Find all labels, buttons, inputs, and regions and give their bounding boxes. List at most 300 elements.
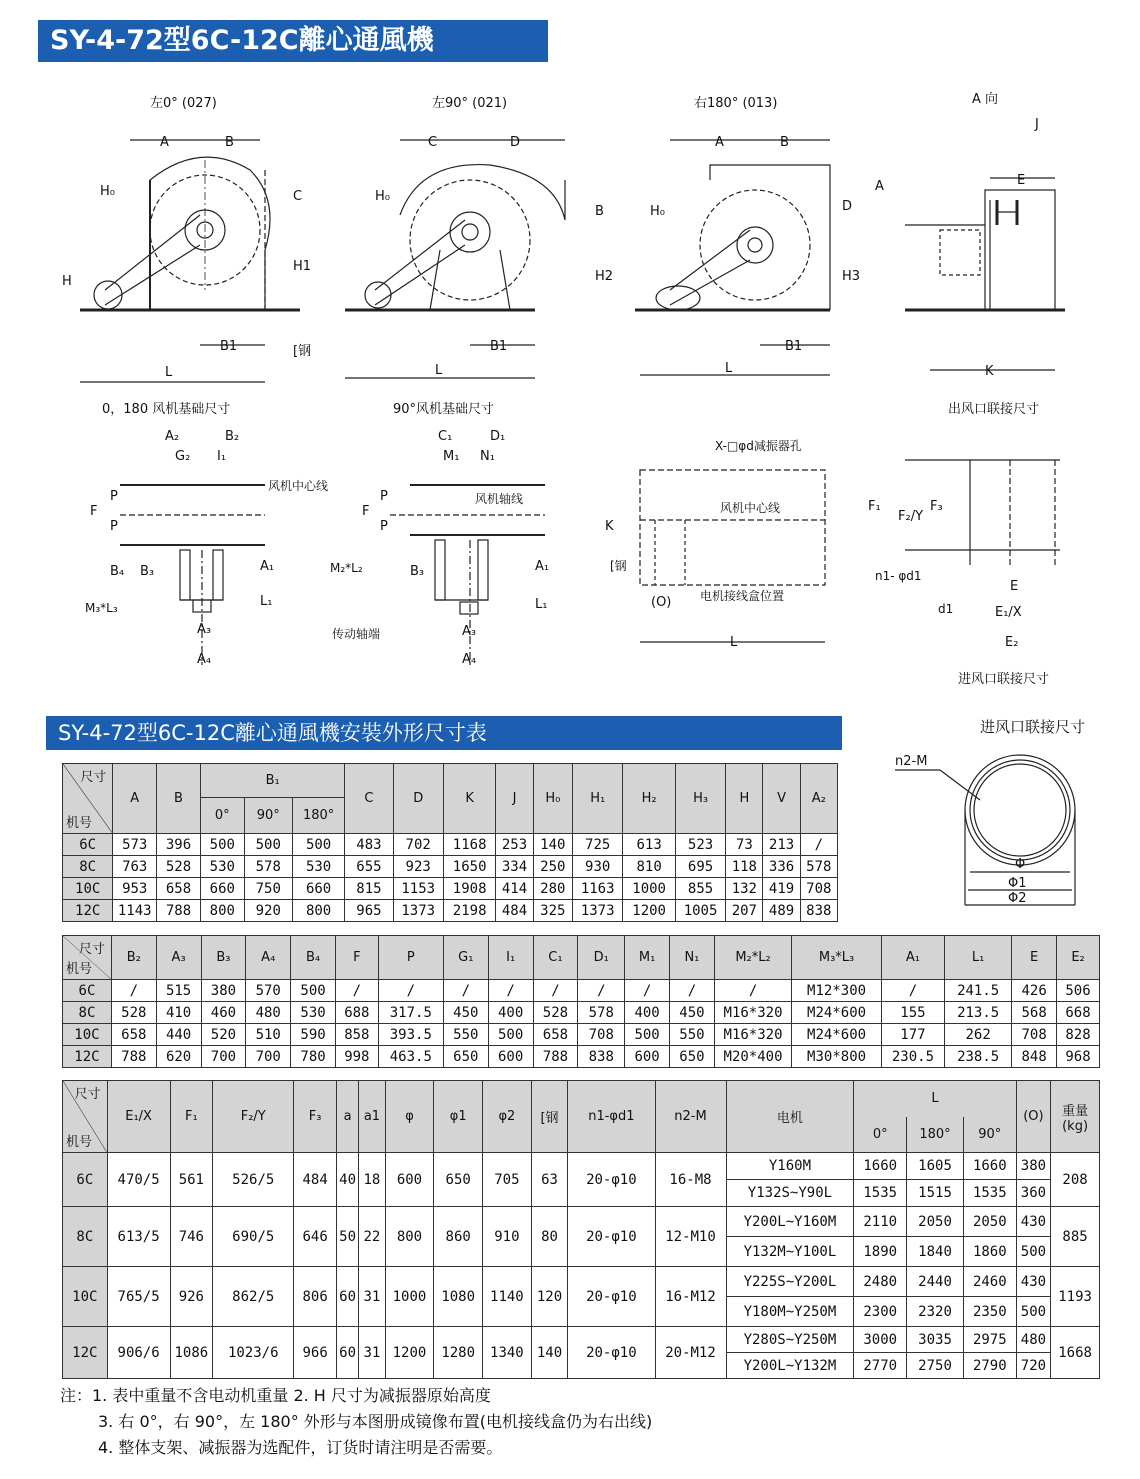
machine-number-cell: 12C bbox=[63, 1327, 108, 1379]
table-cell: 280 bbox=[533, 878, 572, 900]
table2-header: G₁ bbox=[443, 936, 488, 980]
svg-text:B₃: B₃ bbox=[410, 564, 425, 579]
table1-header: H₃ bbox=[675, 764, 725, 834]
table-cell: 140 bbox=[531, 1327, 568, 1379]
table-cell: 1086 bbox=[170, 1327, 213, 1379]
table-cell: 800 bbox=[292, 900, 345, 922]
table2-header: E₂ bbox=[1057, 936, 1100, 980]
table1-header: H₁ bbox=[573, 764, 623, 834]
table-cell: 18 bbox=[359, 1153, 385, 1207]
svg-text:K: K bbox=[605, 519, 614, 534]
svg-text:N₁: N₁ bbox=[480, 449, 495, 464]
table1-header: H₀ bbox=[533, 764, 572, 834]
table-cell: 2300 bbox=[854, 1297, 907, 1327]
table-cell: 838 bbox=[800, 900, 837, 922]
table-cell: / bbox=[578, 980, 625, 1002]
table-cell: 63 bbox=[531, 1153, 568, 1207]
svg-text:X-□φd减振器孔: X-□φd减振器孔 bbox=[715, 439, 802, 453]
table-cell: 530 bbox=[291, 1002, 336, 1024]
table-cell: 725 bbox=[573, 834, 623, 856]
svg-text:P: P bbox=[380, 489, 388, 504]
notes bbox=[60, 1383, 652, 1461]
table-row bbox=[63, 1267, 1100, 1297]
table-cell: 700 bbox=[201, 1046, 246, 1068]
fan-diagram-left90 bbox=[340, 120, 614, 390]
svg-text:H₀: H₀ bbox=[650, 204, 665, 219]
table-cell: 860 bbox=[434, 1207, 483, 1267]
table-cell: 419 bbox=[763, 878, 800, 900]
svg-text:d1: d1 bbox=[938, 602, 954, 616]
table-cell: 920 bbox=[244, 900, 292, 922]
table-cell: 953 bbox=[113, 878, 157, 900]
table-cell: 815 bbox=[345, 878, 393, 900]
svg-text:n1- φd1: n1- φd1 bbox=[875, 569, 922, 583]
caption-inlet-1: 进风口联接尺寸 bbox=[958, 672, 1050, 687]
table3-header: a bbox=[336, 1081, 358, 1153]
svg-text:电机接线盒位置: 电机接线盒位置 bbox=[700, 589, 785, 603]
table-cell: M16*320 bbox=[714, 1024, 791, 1046]
machine-number-cell: 12C bbox=[63, 900, 113, 922]
dimension-table-3 bbox=[62, 1080, 1100, 1379]
table-row bbox=[63, 1153, 1100, 1180]
table-cell: 500 bbox=[292, 834, 345, 856]
table-cell: 695 bbox=[675, 856, 725, 878]
table-cell: 650 bbox=[434, 1153, 483, 1207]
table2-header: C₁ bbox=[533, 936, 578, 980]
table-cell: 910 bbox=[483, 1207, 532, 1267]
table-cell: 40 bbox=[336, 1153, 358, 1207]
table-cell: 450 bbox=[670, 1002, 715, 1024]
table2-header: F bbox=[335, 936, 378, 980]
table1-header: H bbox=[726, 764, 763, 834]
table-cell: 3035 bbox=[907, 1327, 964, 1353]
svg-text:F: F bbox=[362, 504, 370, 519]
svg-text:L: L bbox=[435, 363, 443, 378]
table3-corner-top: 尺寸 bbox=[74, 1087, 101, 1102]
svg-text:D: D bbox=[842, 199, 853, 214]
svg-text:I₁: I₁ bbox=[217, 449, 227, 464]
table-cell: 483 bbox=[345, 834, 393, 856]
table2-header: A₁ bbox=[881, 936, 944, 980]
table1-header: A bbox=[113, 764, 157, 834]
table-cell: 520 bbox=[201, 1024, 246, 1046]
table-cell: 646 bbox=[294, 1207, 337, 1267]
table-row bbox=[63, 1207, 1100, 1237]
table-cell: 828 bbox=[1057, 1024, 1100, 1046]
motor-model-cell: Y200L~Y160M bbox=[726, 1207, 854, 1237]
caption-left90: 左90° (021) bbox=[432, 96, 508, 111]
table-cell: 253 bbox=[496, 834, 533, 856]
table3-header: a1 bbox=[359, 1081, 385, 1153]
table-cell: 213.5 bbox=[945, 1002, 1012, 1024]
table-cell: 858 bbox=[335, 1024, 378, 1046]
table-cell: 810 bbox=[623, 856, 676, 878]
table-cell: 526/5 bbox=[213, 1153, 294, 1207]
table3-header: [钢 bbox=[531, 1081, 568, 1153]
foundation-diagram-0-180 bbox=[80, 420, 350, 670]
table-cell: 450 bbox=[443, 1002, 488, 1024]
table2-header: D₁ bbox=[578, 936, 625, 980]
table-cell: 506 bbox=[1057, 980, 1100, 1002]
table-cell: / bbox=[714, 980, 791, 1002]
table-cell: 213 bbox=[763, 834, 800, 856]
table-cell: M24*600 bbox=[792, 1024, 882, 1046]
table-cell: 16-M12 bbox=[655, 1267, 726, 1327]
table-cell: 590 bbox=[291, 1024, 336, 1046]
table-cell: 800 bbox=[385, 1207, 434, 1267]
table-cell: 1535 bbox=[854, 1180, 907, 1207]
table-cell: 1023/6 bbox=[213, 1327, 294, 1379]
table-cell: 250 bbox=[533, 856, 572, 878]
table2-header: B₄ bbox=[291, 936, 336, 980]
table-cell: 1000 bbox=[623, 878, 676, 900]
table-cell: 463.5 bbox=[378, 1046, 443, 1068]
table-cell: 20-M12 bbox=[655, 1327, 726, 1379]
svg-text:A₃: A₃ bbox=[462, 624, 477, 639]
table-cell: / bbox=[881, 980, 944, 1002]
machine-number-cell: 6C bbox=[63, 834, 113, 856]
svg-text:G₂: G₂ bbox=[175, 449, 191, 464]
table-cell: 1890 bbox=[854, 1237, 907, 1267]
svg-text:H2: H2 bbox=[595, 269, 614, 284]
table-cell: 746 bbox=[170, 1207, 213, 1267]
table2-header: I₁ bbox=[488, 936, 533, 980]
svg-text:B₃: B₃ bbox=[140, 564, 155, 579]
table-cell: 655 bbox=[345, 856, 393, 878]
table3-subheader: 90° bbox=[963, 1117, 1016, 1153]
table-cell: 238.5 bbox=[945, 1046, 1012, 1068]
table3-header: F₁ bbox=[170, 1081, 213, 1153]
table-cell: 806 bbox=[294, 1267, 337, 1327]
machine-number-cell: 12C bbox=[63, 1046, 112, 1068]
table-cell: 702 bbox=[393, 834, 443, 856]
table-cell: M24*600 bbox=[792, 1002, 882, 1024]
svg-text:L₁: L₁ bbox=[535, 597, 548, 612]
weight-cell: 1668 bbox=[1051, 1327, 1100, 1379]
table-cell: 1860 bbox=[963, 1237, 1016, 1267]
table-cell: 2050 bbox=[907, 1207, 964, 1237]
table-cell: 1200 bbox=[385, 1327, 434, 1379]
table-cell: 1280 bbox=[434, 1327, 483, 1379]
table-cell: 484 bbox=[294, 1153, 337, 1207]
svg-text:M₃*L₃: M₃*L₃ bbox=[85, 601, 118, 615]
table-cell: 550 bbox=[670, 1024, 715, 1046]
svg-text:A₁: A₁ bbox=[535, 559, 550, 574]
svg-text:B₄: B₄ bbox=[110, 564, 125, 579]
table-cell: 1660 bbox=[854, 1153, 907, 1180]
table-cell: 118 bbox=[726, 856, 763, 878]
table-cell: 658 bbox=[157, 878, 201, 900]
motor-model-cell: Y160M bbox=[726, 1153, 854, 1180]
table-cell: 480 bbox=[246, 1002, 291, 1024]
table-cell: 480 bbox=[1016, 1327, 1050, 1353]
table2-corner-bottom: 机号 bbox=[66, 962, 93, 977]
svg-text:H3: H3 bbox=[842, 269, 861, 284]
machine-number-cell: 10C bbox=[63, 878, 113, 900]
svg-text:C: C bbox=[428, 135, 438, 150]
table-cell: 1908 bbox=[443, 878, 496, 900]
table-cell: 317.5 bbox=[378, 1002, 443, 1024]
svg-text:C₁: C₁ bbox=[438, 429, 453, 444]
table2-corner-top: 尺寸 bbox=[78, 942, 105, 957]
table-cell: 2320 bbox=[907, 1297, 964, 1327]
table-cell: 426 bbox=[1012, 980, 1057, 1002]
table-cell: 926 bbox=[170, 1267, 213, 1327]
table-cell: 380 bbox=[201, 980, 246, 1002]
table2-header: A₄ bbox=[246, 936, 291, 980]
table-cell: 650 bbox=[443, 1046, 488, 1068]
table-cell: / bbox=[335, 980, 378, 1002]
table-cell: 1515 bbox=[907, 1180, 964, 1207]
table-row bbox=[63, 856, 838, 878]
svg-text:P: P bbox=[110, 489, 118, 504]
svg-text:D₁: D₁ bbox=[490, 429, 506, 444]
foundation-diagram-90 bbox=[330, 420, 570, 670]
table-cell: 60 bbox=[336, 1327, 358, 1379]
table-cell: 1840 bbox=[907, 1237, 964, 1267]
table-cell: 1000 bbox=[385, 1267, 434, 1327]
caption-a-view: A 向 bbox=[972, 92, 999, 107]
table-cell: 2198 bbox=[443, 900, 496, 922]
table2-corner bbox=[63, 936, 112, 980]
table-cell: 430 bbox=[1016, 1267, 1050, 1297]
svg-text:Φ1: Φ1 bbox=[1008, 876, 1027, 891]
table-cell: 578 bbox=[578, 1002, 625, 1024]
svg-text:B1: B1 bbox=[785, 339, 803, 354]
table3-corner bbox=[63, 1081, 108, 1153]
table-cell: 500 bbox=[200, 834, 244, 856]
svg-text:(O): (O) bbox=[651, 595, 672, 610]
table-cell: 788 bbox=[111, 1046, 156, 1068]
table-row bbox=[63, 980, 1100, 1002]
svg-text:风机中心线: 风机中心线 bbox=[268, 479, 329, 493]
page-title: SY-4-72型6C-12C離心通風機 bbox=[38, 20, 548, 62]
table-cell: 705 bbox=[483, 1153, 532, 1207]
table3-header: F₃ bbox=[294, 1081, 337, 1153]
table-cell: 1373 bbox=[573, 900, 623, 922]
machine-number-cell: 8C bbox=[63, 1207, 108, 1267]
table-cell: 763 bbox=[113, 856, 157, 878]
table-cell: 765/5 bbox=[107, 1267, 170, 1327]
inlet-flange-diagram bbox=[890, 740, 1090, 920]
table-cell: 708 bbox=[1012, 1024, 1057, 1046]
table-cell: 550 bbox=[443, 1024, 488, 1046]
table-cell: / bbox=[533, 980, 578, 1002]
table-cell: M20*400 bbox=[714, 1046, 791, 1068]
table-cell: 660 bbox=[200, 878, 244, 900]
caption-inlet-2: 进风口联接尺寸 bbox=[980, 718, 1086, 736]
svg-text:B: B bbox=[225, 135, 234, 150]
table1-header: K bbox=[443, 764, 496, 834]
table-cell: 2350 bbox=[963, 1297, 1016, 1327]
svg-text:H: H bbox=[62, 274, 72, 289]
table-cell: 561 bbox=[170, 1153, 213, 1207]
table2-header: B₃ bbox=[201, 936, 246, 980]
machine-number-cell: 10C bbox=[63, 1267, 108, 1327]
svg-text:E: E bbox=[1017, 173, 1026, 188]
motor-model-cell: Y200L~Y132M bbox=[726, 1353, 854, 1379]
table-cell: / bbox=[800, 834, 837, 856]
svg-text:H1: H1 bbox=[293, 259, 312, 274]
svg-text:Φ2: Φ2 bbox=[1008, 891, 1027, 906]
table-cell: 325 bbox=[533, 900, 572, 922]
table-cell: 31 bbox=[359, 1327, 385, 1379]
table-cell: 440 bbox=[156, 1024, 201, 1046]
table-cell: 708 bbox=[800, 878, 837, 900]
machine-number-cell: 8C bbox=[63, 856, 113, 878]
table-cell: 658 bbox=[533, 1024, 578, 1046]
svg-text:A₁: A₁ bbox=[260, 559, 275, 574]
caption-right180: 右180° (013) bbox=[694, 96, 778, 111]
dimension-table-2 bbox=[62, 935, 1100, 1068]
table-title: SY-4-72型6C-12C離心通風機安裝外形尺寸表 bbox=[46, 716, 842, 750]
svg-text:J: J bbox=[1035, 117, 1039, 132]
table-cell: M12*300 bbox=[792, 980, 882, 1002]
table3-header: 电机 bbox=[726, 1081, 854, 1153]
table-row bbox=[63, 878, 838, 900]
table-cell: 241.5 bbox=[945, 980, 1012, 1002]
table-cell: 848 bbox=[1012, 1046, 1057, 1068]
table3-subheader: 0° bbox=[854, 1117, 907, 1153]
table-cell: 1140 bbox=[483, 1267, 532, 1327]
table-cell: 336 bbox=[763, 856, 800, 878]
table-cell: 500 bbox=[1016, 1237, 1050, 1267]
table1-header: D bbox=[393, 764, 443, 834]
table-cell: 414 bbox=[496, 878, 533, 900]
svg-text:E: E bbox=[1010, 579, 1019, 594]
svg-text:F₁: F₁ bbox=[868, 499, 881, 514]
table-cell: 500 bbox=[244, 834, 292, 856]
weight-cell: 208 bbox=[1051, 1153, 1100, 1207]
table3-header: F₂/Y bbox=[213, 1081, 294, 1153]
table-cell: 500 bbox=[625, 1024, 670, 1046]
table-cell: 578 bbox=[244, 856, 292, 878]
table-cell: 1080 bbox=[434, 1267, 483, 1327]
table-cell: 613 bbox=[623, 834, 676, 856]
table3-corner-bottom: 机号 bbox=[66, 1135, 93, 1150]
table-cell: 2790 bbox=[963, 1353, 1016, 1379]
table-cell: 528 bbox=[533, 1002, 578, 1024]
table1-header: A₂ bbox=[800, 764, 837, 834]
table-cell: 800 bbox=[200, 900, 244, 922]
table-cell: / bbox=[443, 980, 488, 1002]
svg-text:n2-M: n2-M bbox=[895, 754, 928, 769]
note-line: 注：1. 表中重量不含电动机重量 2. H 尺寸为减振器原始高度 bbox=[60, 1386, 491, 1405]
table-cell: 489 bbox=[763, 900, 800, 922]
table-cell: 470/5 bbox=[107, 1153, 170, 1207]
table1-header-b1: B₁ bbox=[200, 764, 344, 798]
svg-text:A: A bbox=[715, 135, 724, 150]
svg-text:D: D bbox=[510, 135, 521, 150]
svg-text:L: L bbox=[730, 635, 738, 650]
table-row bbox=[63, 900, 838, 922]
svg-text:B: B bbox=[595, 204, 604, 219]
svg-text:A: A bbox=[160, 135, 169, 150]
table-cell: 570 bbox=[246, 980, 291, 1002]
fan-diagram-left0 bbox=[50, 120, 310, 390]
table3-header-o: (O) bbox=[1016, 1081, 1050, 1153]
table-row bbox=[63, 1327, 1100, 1353]
table-cell: 855 bbox=[675, 878, 725, 900]
caption-base-90: 90°风机基础尺寸 bbox=[393, 402, 495, 417]
table-cell: 20-φ10 bbox=[568, 1327, 655, 1379]
table-cell: 400 bbox=[625, 1002, 670, 1024]
table-cell: 20-φ10 bbox=[568, 1267, 655, 1327]
table1-header: V bbox=[763, 764, 800, 834]
svg-text:K: K bbox=[985, 364, 994, 379]
table-cell: 968 bbox=[1057, 1046, 1100, 1068]
table-cell: 2050 bbox=[963, 1207, 1016, 1237]
table-cell: 930 bbox=[573, 856, 623, 878]
table-cell: 1168 bbox=[443, 834, 496, 856]
svg-text:A₄: A₄ bbox=[197, 652, 212, 667]
svg-text:E₁/X: E₁/X bbox=[995, 605, 1022, 620]
svg-text:H₀: H₀ bbox=[100, 184, 115, 199]
table-cell: M30*800 bbox=[792, 1046, 882, 1068]
table1-corner-bottom: 机号 bbox=[66, 816, 93, 831]
table-cell: 393.5 bbox=[378, 1024, 443, 1046]
table-cell: 2975 bbox=[963, 1327, 1016, 1353]
svg-text:M₁: M₁ bbox=[443, 449, 460, 464]
svg-text:[钢: [钢 bbox=[610, 559, 627, 573]
table-row bbox=[63, 1046, 1100, 1068]
table-cell: 140 bbox=[533, 834, 572, 856]
table1-header: J bbox=[496, 764, 533, 834]
table-cell: 788 bbox=[533, 1046, 578, 1068]
table-cell: 530 bbox=[292, 856, 345, 878]
table-cell: 720 bbox=[1016, 1353, 1050, 1379]
svg-text:C: C bbox=[293, 189, 303, 204]
table-cell: 1163 bbox=[573, 878, 623, 900]
note-line: 3. 右 0°，右 90°，左 180° 外形与本图册成镜像布置(电机接线盒仍为右出线) bbox=[98, 1412, 653, 1431]
svg-text:A₃: A₃ bbox=[197, 622, 212, 637]
table-cell: 20-φ10 bbox=[568, 1207, 655, 1267]
table-cell: 923 bbox=[393, 856, 443, 878]
table-cell: 16-M8 bbox=[655, 1153, 726, 1207]
table-cell: 750 bbox=[244, 878, 292, 900]
table-cell: 1660 bbox=[963, 1153, 1016, 1180]
table-cell: 1005 bbox=[675, 900, 725, 922]
table-cell: 155 bbox=[881, 1002, 944, 1024]
table-cell: 50 bbox=[336, 1207, 358, 1267]
table3-header: φ1 bbox=[434, 1081, 483, 1153]
svg-text:B: B bbox=[780, 135, 789, 150]
svg-text:H₀: H₀ bbox=[375, 189, 390, 204]
table-cell: 2440 bbox=[907, 1267, 964, 1297]
motor-model-cell: Y225S~Y200L bbox=[726, 1267, 854, 1297]
table3-header: φ bbox=[385, 1081, 434, 1153]
table-cell: 177 bbox=[881, 1024, 944, 1046]
table-cell: 2770 bbox=[854, 1353, 907, 1379]
table-cell: 613/5 bbox=[107, 1207, 170, 1267]
table-cell: 965 bbox=[345, 900, 393, 922]
table-cell: 500 bbox=[488, 1024, 533, 1046]
table2-header: E bbox=[1012, 936, 1057, 980]
table-cell: 22 bbox=[359, 1207, 385, 1267]
damper-layout-diagram bbox=[585, 430, 830, 660]
table-cell: 528 bbox=[157, 856, 201, 878]
table-cell: 31 bbox=[359, 1267, 385, 1327]
table-cell: 600 bbox=[385, 1153, 434, 1207]
table-cell: 515 bbox=[156, 980, 201, 1002]
table-cell: 660 bbox=[292, 878, 345, 900]
note-line: 4. 整体支架、减振器为选配件，订货时请注明是否需要。 bbox=[98, 1438, 503, 1457]
table-cell: 1650 bbox=[443, 856, 496, 878]
table2-header: L₁ bbox=[945, 936, 1012, 980]
svg-text:A₄: A₄ bbox=[462, 652, 477, 667]
svg-text:风机中心线: 风机中心线 bbox=[720, 501, 781, 515]
table-cell: 230.5 bbox=[881, 1046, 944, 1068]
